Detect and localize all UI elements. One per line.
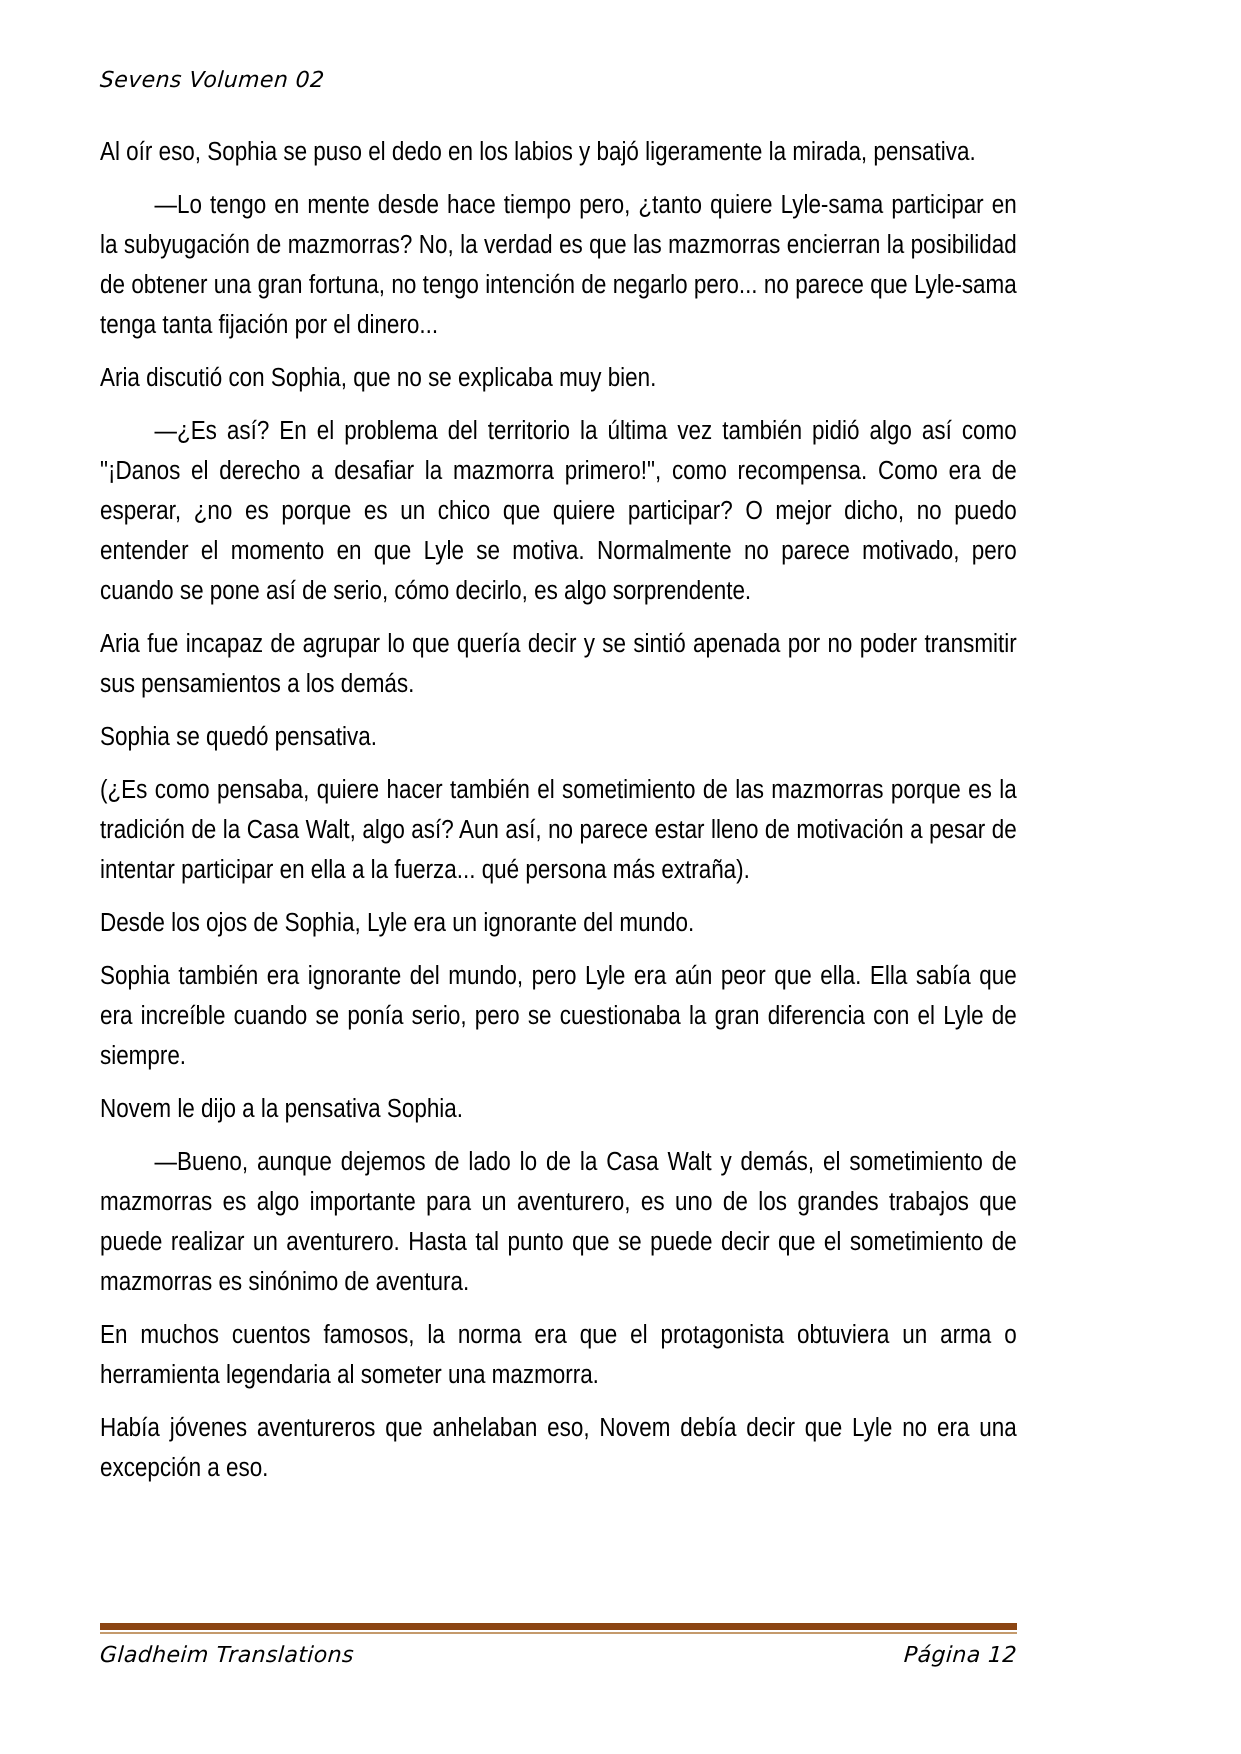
body-paragraph: Sophia también era ignorante del mundo, pero Lyle era aún peor que ella. Ella sabía que era increíble cuando se ponía serio, pero se cuestionaba la gran diferencia con el Lyle de siempre. <box>100 962 1017 1070</box>
body-paragraph: —Bueno, aunque dejemos de lado lo de la Casa Walt y demás, el sometimiento de mazmorras es algo importante para un aventurero, es uno de los grandes trabajos que puede realizar un aventurero. Hasta tal punto que se puede decir que el sometimiento de mazmorras es sinónimo de aventura. <box>100 1148 1017 1296</box>
footer-translator-credit: Gladheim Translations <box>99 1643 355 1668</box>
footer-rule-thick <box>100 1623 1017 1630</box>
header-book-title: Sevens Volumen 02 <box>99 68 326 93</box>
body-paragraph: Novem le dijo a la pensativa Sophia. <box>100 1095 463 1123</box>
body-paragraph: —¿Es así? En el problema del territorio la última vez también pidió algo así como "¡Danos el derecho a desafiar la mazmorra primero!", como recompensa. Como era de esperar, ¿no es porque es un chico que quiere participar? O mejor dicho, no puedo entender el momento en que Lyle se motiva. Normalmente no parece motivado, pero cuando se pone así de serio, cómo decirlo, es algo sorprendente. <box>100 417 1017 605</box>
running-footer <box>100 1623 1017 1668</box>
body-paragraph: Aria fue incapaz de agrupar lo que quería decir y se sintió apenada por no poder transmitir sus pensamientos a los demás. <box>100 630 1017 698</box>
body-paragraph: En muchos cuentos famosos, la norma era que el protagonista obtuviera un arma o herramienta legendaria al someter una mazmorra. <box>100 1321 1017 1389</box>
body-text-column <box>100 132 1017 1488</box>
body-paragraph: Desde los ojos de Sophia, Lyle era un ignorante del mundo. <box>100 909 695 937</box>
body-paragraph: —Lo tengo en mente desde hace tiempo pero, ¿tanto quiere Lyle-sama participar en la subyugación de mazmorras? No, la verdad es que las mazmorras encierran la posibilidad de obtener una gran fortuna, no tengo intención de negarlo pero... no parece que Lyle-sama tenga tanta fijación por el dinero... <box>100 191 1017 339</box>
body-paragraph: (¿Es como pensaba, quiere hacer también el sometimiento de las mazmorras porque es la tradición de la Casa Walt, algo así? Aun así, no parece estar lleno de motivación a pesar de intentar participar en ella a la fuerza... qué persona más extraña). <box>100 776 1017 884</box>
body-paragraph: Sophia se quedó pensativa. <box>100 723 377 751</box>
body-paragraph: Al oír eso, Sophia se puso el dedo en los labios y bajó ligeramente la mirada, pensativa. <box>100 138 976 166</box>
body-paragraph: Había jóvenes aventureros que anhelaban eso, Novem debía decir que Lyle no era una excepción a eso. <box>100 1414 1017 1482</box>
footer-rule-thin <box>100 1632 1017 1634</box>
running-header <box>100 68 1015 93</box>
body-paragraph: Aria discutió con Sophia, que no se explicaba muy bien. <box>100 364 657 392</box>
footer-divider-rule <box>100 1623 1017 1634</box>
footer-row <box>100 1643 1017 1668</box>
footer-page-number: Página 12 <box>903 1643 1018 1668</box>
